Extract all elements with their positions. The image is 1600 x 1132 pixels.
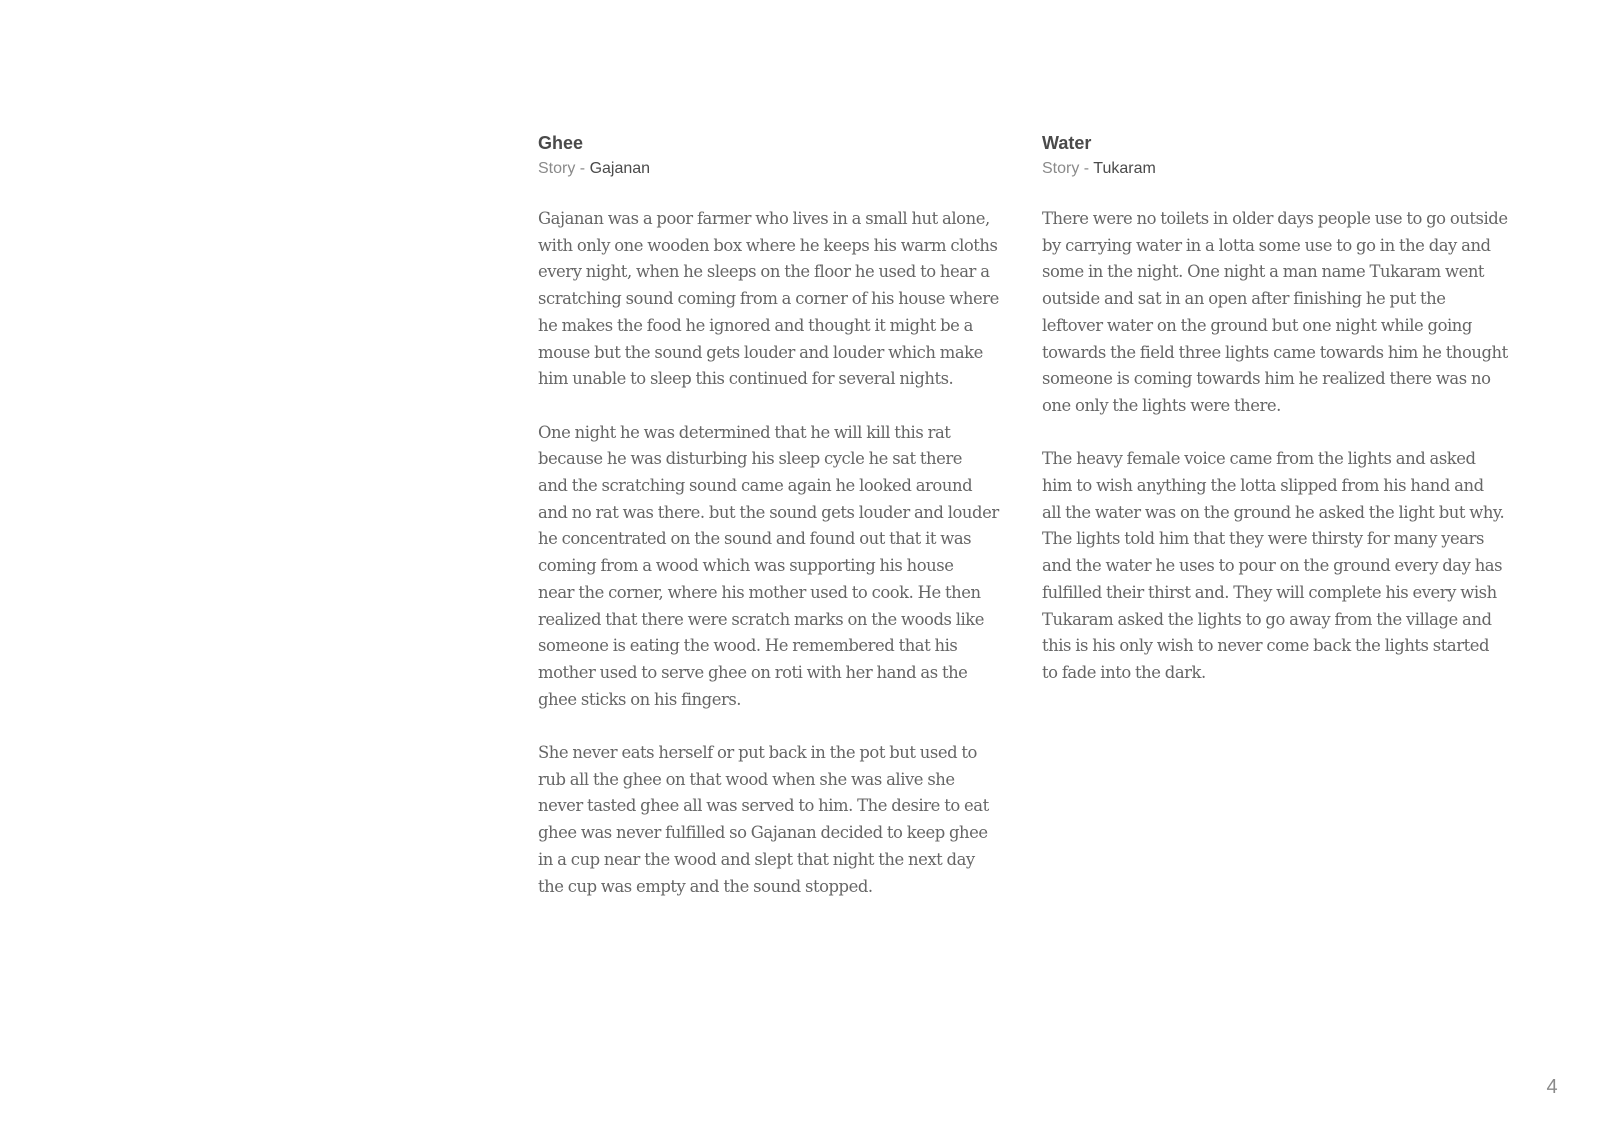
story-paragraph: Gajanan was a poor farmer who lives in a small hut alone, with only one wooden box where he keeps his warm cloths every night, when he sleeps on the floor he used to hear a scratching sound coming from a corner of his house where he makes the food he ignored and thought it might be a mouse but the sound gets louder and louder which make him unable to sleep this continued for several nights. bbox=[538, 209, 999, 389]
story-credit bbox=[538, 156, 1023, 182]
story-paragraph: The heavy female voice came from the lights and asked him to wish anything the lotta slipped from his hand and all the water was on the ground he asked the light but why. The lights told him that they were thirsty for many years and the water he uses to pour on the ground every day has fulfilled their thirst and. They will complete his every wish Tukaram asked the lights to go away from the village and this is his only wish to never come back the lights started to fade into the dark. bbox=[1042, 449, 1505, 682]
story-paragraph: She never eats herself or put back in the pot but used to rub all the ghee on that wood when she was alive she never tasted ghee all was served to him. The desire to eat ghee was never fulfilled so Gajanan decided to keep ghee in a cup near the wood and slept that night the next day the cup was empty and the sound stopped. bbox=[538, 743, 989, 896]
story-author: Gajanan bbox=[589, 160, 651, 177]
story-ghee bbox=[538, 130, 1023, 927]
credit-prefix: Story - bbox=[538, 160, 590, 177]
story-credit bbox=[1042, 156, 1532, 182]
story-paragraph: One night he was determined that he will kill this rat because he was disturbing his sleep cycle he sat there and the scratching sound came again he looked around and no rat was there. but the sound gets louder and louder he concentrated on the sound and found out that it was coming from a wood which was supporting his house near the corner, where his mother used to cook. He then realized that there were scratch marks on the woods like someone is eating the wood. He remembered that his mother used to serve ghee on roti with her hand as the ghee sticks on his fingers. bbox=[538, 422, 999, 709]
story-water bbox=[1042, 130, 1532, 713]
credit-prefix: Story - bbox=[1042, 160, 1094, 177]
story-paragraph: There were no toilets in older days people use to go outside by carrying water in a lotta some use to go in the day and some in the night. One night a man name Tukaram went outside and sat in an open after finishing he put the leftover water on the ground but one night while going towards the field three lights came towards him he thought someone is coming towards him he realized there was no one only the lights were there. bbox=[1042, 209, 1508, 415]
story-title: Ghee bbox=[538, 133, 584, 153]
page-number: 4 bbox=[1546, 1076, 1558, 1098]
story-title: Water bbox=[1042, 133, 1092, 153]
story-author: Tukaram bbox=[1093, 160, 1156, 177]
